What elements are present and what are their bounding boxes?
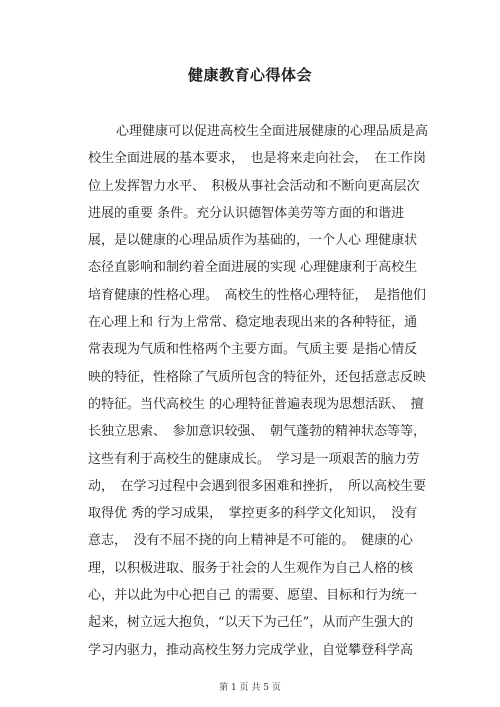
page-number-footer: 第 1 页 共 5 页 [219,683,281,693]
body-line: 取得优 秀的学习成果， 掌控更多的科学文化知识， 没有 [88,506,418,522]
body-line: 长独立思索、 参加意识较强、 朝气蓬勃的精神状态等等， [88,424,427,440]
body-line: 在心理上和 行为上常常、稳定地表现出来的各种特征，通 [88,315,418,331]
body-line: 的特征。当代高校生 的心理特征普遍表现为思想活跃、 擅 [88,396,424,412]
body-line: 心，并以此为中心把自己 的需要、愿望、目标和行为统一 [88,588,418,604]
document-body [88,118,428,664]
body-line: 培育健康的性格心理。 高校生的性格心理特征， 是指他们 [88,287,427,303]
body-line: 学习内驱力，推动高校生努力完成学业，自觉攀登科学高 [88,642,414,658]
body-line: 展，是以健康的心理品质作为基础的，一个人心 理健康状 [88,233,418,249]
body-line: 常表现为气质和性格两个主要方面。气质主要 是指心情反 [88,342,418,358]
body-line: 位上发挥智力水平、 积极从事社会活动和不断向更高层次 [88,178,420,194]
body-line: 态径直影响和制约着全面进展的实现 心理健康利于高校生 [88,260,418,276]
body-line: 意志， 没有不屈不挠的向上精神是不可能的。 健康的心 [88,533,414,549]
body-line: 进展的重要 条件。充分认识德智体美劳等方面的和谐进 [88,205,405,221]
body-line: 这些有利于高校生的健康成长。 学习是一项艰苦的脑力劳 [88,451,420,467]
body-line: 心理健康可以促进高校生全面进展健康的心理品质是高 [116,124,428,139]
body-line: 动， 在学习过程中会遇到很多困难和挫折， 所以高校生要 [88,478,427,494]
body-line: 校生全面进展的基本要求， 也是将来走向社会， 在工作岗 [88,151,427,167]
body-line: 起来，树立远大抱负，“以天下为己任”，从而产生强大的 [88,615,414,631]
document-title: 健康教育心得体会 [187,66,312,84]
body-line: 理，以积极进取、服务于社会的人生观作为自己人格的核 [88,560,414,576]
body-line: 映的特征，性格除了气质所包含的特征外，还包括意志反映 [88,369,427,385]
